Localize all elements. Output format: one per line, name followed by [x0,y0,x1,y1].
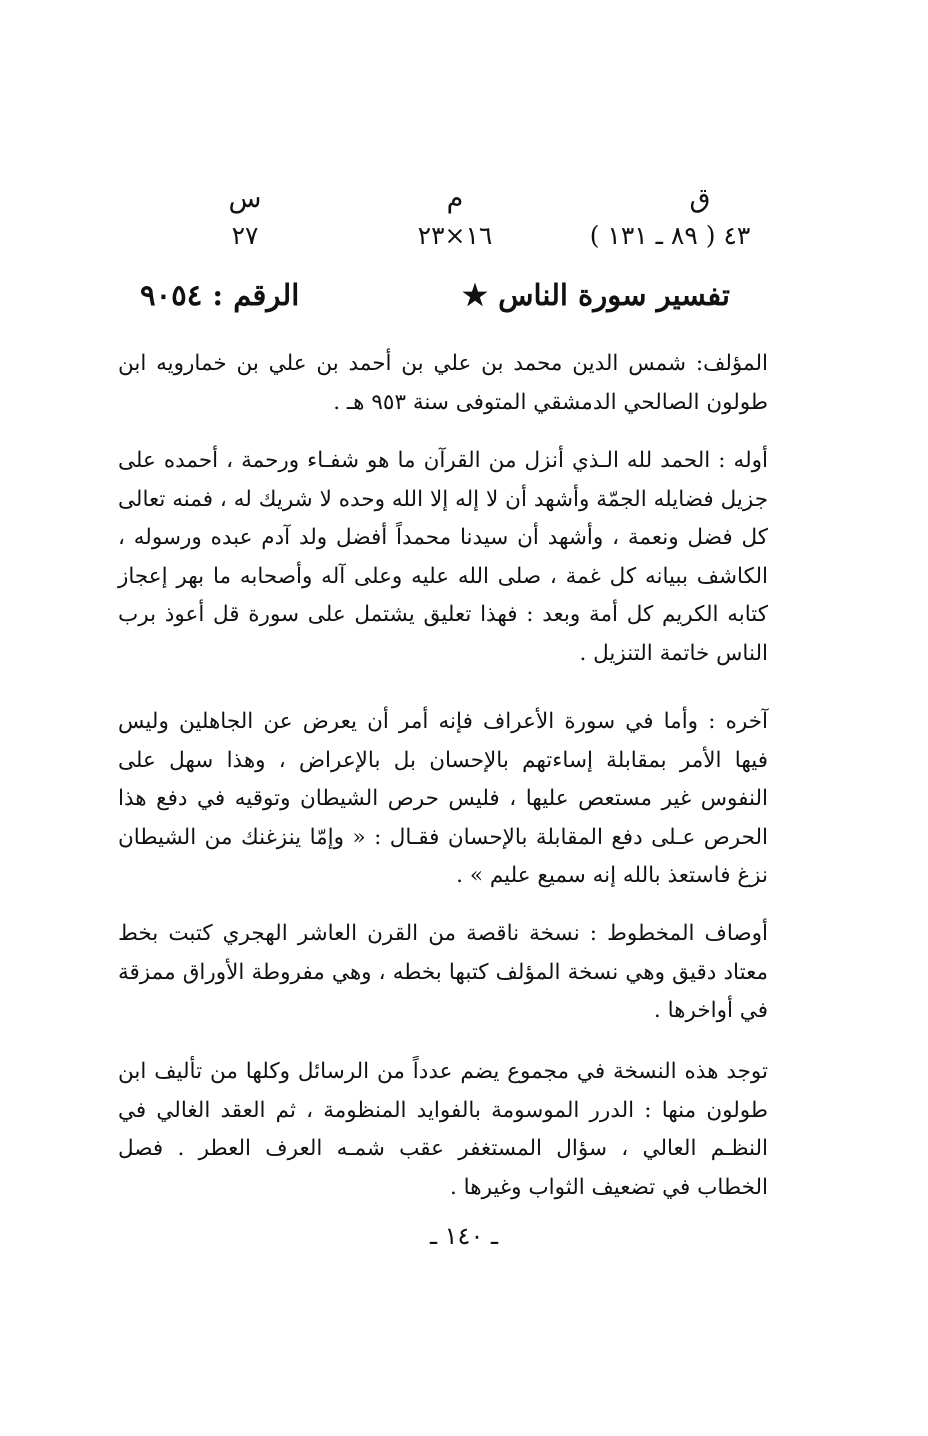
entry-title: تفسير سورة الناس ★ [461,278,730,312]
description-paragraph [118,915,768,1031]
explicit-text: آخره : وأما في سورة الأعراف فإنه أمر أن يعرض عن الجاهلين وليس فيها الأمر بمقابلة إساءتهم بالإحسان بل بالإعراض ، وهذا سهل على النفوس غير مستعص عليها ، فليس حرص الشيطان وتوقيه في دفع هذا الحرص عـلى دفع المقابلة بالإحسان فقـال : « وإمّا ينزغنك من الشيطان نزغ فاستعذ بالله إنه سميع عليم » . [118,709,768,888]
entry-number: الرقم : ٩٠٥٤ [140,278,300,312]
explicit-paragraph [118,703,768,896]
catalog-s-value: ٢٧ [231,221,259,250]
author-text: المؤلف: شمس الدين محمد بن علي بن أحمد بن علي بن خمارويه ابن طولون الصالحي الدمشقي المتوفى سنة ٩٥٣ هـ . [118,351,768,415]
collection-paragraph [118,1053,768,1207]
catalog-m [380,180,530,254]
catalog-m-letter: م [446,183,464,214]
description-text: أوصاف المخطوط : نسخة ناقصة من القرن العاشر الهجري كتبت بخط معتاد دقيق وهي نسخة المؤلف كتبها بخطه ، وهي مفروطة الأوراق ممزقة في أواخرها . [118,921,768,1023]
catalog-q [570,180,770,254]
page-number: ـ ١٤٠ ـ [429,1222,498,1250]
catalog-s-letter: س [228,183,262,214]
catalog-m-value: ١٦×٢٣ [417,221,493,250]
incipit-paragraph [118,442,768,673]
catalog-q-value: ٤٣ ( ٨٩ ـ ١٣١ ) [589,221,751,250]
entry-heading [140,278,730,322]
incipit-text: أوله : الحمد لله الـذي أنزل من القرآن ما هو شفـاء ورحمة ، أحمده على جزيل فضايله الجمّة وأشهد أن لا إله إلا الله وحده لا شريك له ، فمنه تعالى كل فضل ونعمة ، وأشهد أن سيدنا محمداً أفضل ولد آدم عبده ورسوله ، الكاشف ببيانه كل غمة ، صلى الله عليه وعلى آله وأصحابه ما بهر إعجاز كتابه الكريم كل أمة وبعد : فهذا تعليق يشتمل على سورة قل أعوذ برب الناس خاتمة التنزيل . [118,448,768,666]
author-paragraph [118,345,768,422]
catalog-q-letter: ق [689,183,711,214]
catalog-s [200,180,290,254]
collection-text: توجد هذه النسخة في مجموع يضم عدداً من الرسائل وكلها من تأليف ابن طولون منها : الدرر الموسومة بالفوايد المنظومة ، ثم العقد الغالي في النظـم العالي ، سؤال المستغفر عقب شمـه العرف العطر . فصل الخطاب في تضعيف الثواب وغيرها . [118,1059,768,1200]
